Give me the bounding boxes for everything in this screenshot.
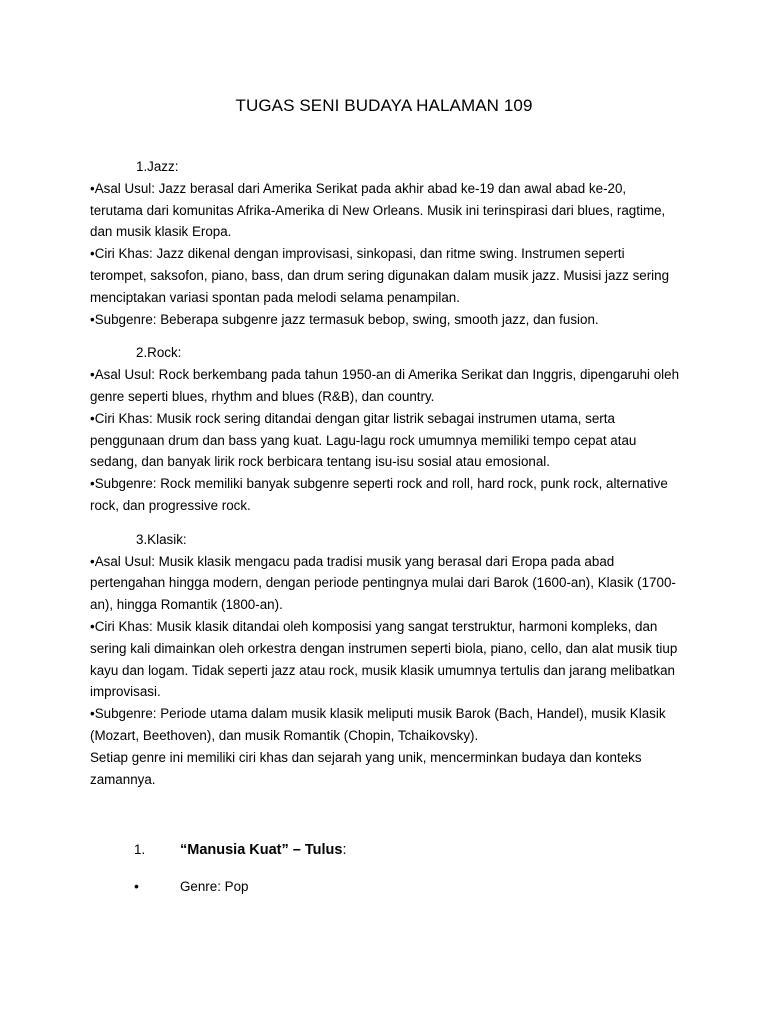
song-number: 1. [134,842,146,857]
document-body [90,156,680,802]
paragraph: •Ciri Khas: Musik klasik ditandai oleh komposisi yang sangat terstruktur, harmoni kompleks, dan sering kali dimainkan oleh orkestra dengan instrumen seperti biola, piano, cello, dan alat musik tiup kayu dan logam. Tidak seperti jazz atau rock, musik klasik umumnya tertulis dan jarang melibatkan improvisasi. [90,618,678,700]
section-heading: 1.Jazz: [136,159,179,174]
song-title: “Manusia Kuat” – Tulus [180,842,343,858]
song-item [134,842,694,868]
closing-paragraph: Setiap genre ini memiliki ciri khas dan sejarah yang unik, mencerminkan budaya dan konteks zamannya. [90,749,642,787]
song-list [134,842,694,894]
paragraph: •Ciri Khas: Musik rock sering ditandai dengan gitar listrik sebagai instrumen utama, serta penggunaan drum dan bass yang kuat. Lagu-lagu rock umumnya memiliki tempo cepat atau sedang, dan banyak lirik rock berbicara tentang isu-isu sosial atau emosional. [90,410,637,470]
paragraph: •Subgenre: Beberapa subgenre jazz termasuk bebop, swing, smooth jazz, dan fusion. [90,311,599,327]
section-heading: 3.Klasik: [136,531,187,547]
song-title-colon: : [342,842,347,858]
paragraph: •Subgenre: Periode utama dalam musik klasik meliputi musik Barok (Bach, Handel), musik Klasik (Mozart, Beethoven), dan musik Romantik (Chopin, Tchaikovsky). [90,706,666,743]
section-heading: 2.Rock: [136,345,182,361]
genre-item [134,878,694,894]
paragraph: •Ciri Khas: Jazz dikenal dengan improvisasi, sinkopasi, dan ritme swing. Instrumen seperti terompet, saksofon, piano, bass, dan drum sering digunakan dalam musik jazz. Musisi jazz sering menciptakan variasi spontan pada melodi selama penampilan. [90,246,670,305]
bullet-icon: • [134,878,139,894]
song-title-line [180,842,347,858]
section-rock [90,342,680,516]
page-title: TUGAS SENI BUDAYA HALAMAN 109 [235,96,533,115]
paragraph: •Asal Usul: Rock berkembang pada tahun 1950-an di Amerika Serikat dan Inggris, dipengaruhi oleh genre seperti blues, rhythm and blues (R&B), dan country. [90,367,680,404]
paragraph: •Subgenre: Rock memiliki banyak subgenre seperti rock and roll, hard rock, punk rock, alternative rock, dan progressive rock. [90,476,668,513]
section-jazz [90,156,680,330]
paragraph: •Asal Usul: Musik klasik mengacu pada tradisi musik yang berasal dari Eropa pada abad pertengahan hingga modern, dengan periode pentingnya mulai dari Barok (1600-an), Klasik (1700-an), hingga Romantik (1800-an). [90,553,676,613]
song-genre: Genre: Pop [180,879,249,894]
paragraph: •Asal Usul: Jazz berasal dari Amerika Serikat pada akhir abad ke-19 dan awal abad ke-20, terutama dari komunitas Afrika-Amerika di New Orleans. Musik ini terinspirasi dari blues, ragtime, dan musik klasik Eropa. [90,180,666,240]
section-klasik [90,529,680,791]
